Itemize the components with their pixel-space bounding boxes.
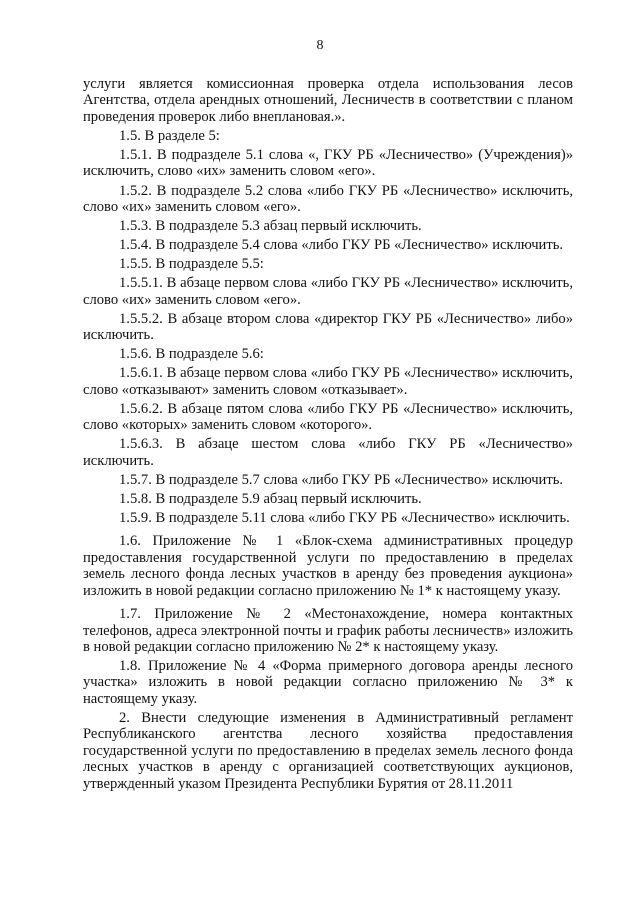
page-number: 8: [316, 38, 324, 53]
paragraph-2: 2. Внести следующие изменения в Административный регламент Республиканского агентства лесного хозяйства предоставления государственной услуги по предоставлению в пределах земель лесного фонда лесных участков в аренду с организацией соответствующих аукционов, утвержденный указом Президента Республики Бурятия от 28.11.2011: [83, 709, 573, 792]
paragraph-1-5-1: 1.5.1. В подразделе 5.1 слова «, ГКУ РБ «Лесничество» (Учреждения)» исключить, слово «их» заменить словом «его».: [83, 147, 573, 180]
paragraph-1-5-6-2: 1.5.6.2. В абзаце пятом слова «либо ГКУ РБ «Лесничество» исключить, слово «которых» заменить словом «которого».: [83, 400, 573, 434]
paragraph-1-5-4: 1.5.4. В подразделе 5.4 слова «либо ГКУ РБ «Лесничество» исключить.: [119, 237, 564, 254]
paragraph-1-7: 1.7. Приложение № 2 «Местонахождение, номера контактных телефонов, адреса электронной почты и график работы лесничеств» изложить в новой редакции согласно приложению № 2* к настоящему указу.: [83, 606, 573, 655]
paragraph-1-6: 1.6. Приложение № 1 «Блок-схема административных процедур предоставления государственной услуги по предоставлению в пределах земель лесного фонда лесных участков в аренду без проведения аукциона» изложить в новой редакции согласно приложению № 1* к настоящему указу.: [83, 533, 573, 599]
paragraph-continuation: услуги является комиссионная проверка отдела использования лесов Агентства, отдела арендных отношений, Лесничеств в соответствии с планом проведения проверок либо внеплановая.».: [83, 76, 573, 125]
paragraph-1-5-6-1: 1.5.6.1. В абзаце первом слова «либо ГКУ РБ «Лесничество» исключить, слово «отказывают» заменить словом «отказывает».: [83, 365, 573, 398]
paragraph-1-5: 1.5. В разделе 5:: [119, 127, 220, 144]
paragraph-1-5-8: 1.5.8. В подразделе 5.9 абзац первый исключить.: [119, 490, 422, 507]
paragraph-1-5-9: 1.5.9. В подразделе 5.11 слова «либо ГКУ РБ «Лесничество» исключить.: [119, 510, 570, 527]
paragraph-1-5-6: 1.5.6. В подразделе 5.6:: [119, 346, 264, 363]
paragraph-1-5-2: 1.5.2. В подразделе 5.2 слова «либо ГКУ РБ «Лесничество» исключить, слово «их» заменить словом «его».: [83, 182, 573, 215]
paragraph-1-5-5-2: 1.5.5.2. В абзаце втором слова «директор ГКУ РБ «Лесничество» либо» исключить.: [83, 310, 573, 344]
document-body: [83, 76, 573, 795]
paragraph-1-5-7: 1.5.7. В подразделе 5.7 слова «либо ГКУ РБ «Лесничество» исключить.: [119, 471, 564, 488]
paragraph-1-5-5-1: 1.5.5.1. В абзаце первом слова «либо ГКУ РБ «Лесничество» исключить, слово «их» заменить словом «его».: [83, 275, 573, 308]
paragraph-1-5-3: 1.5.3. В подразделе 5.3 абзац первый исключить.: [119, 218, 422, 234]
paragraph-1-5-5: 1.5.5. В подразделе 5.5:: [119, 256, 264, 273]
paragraph-1-5-6-3: 1.5.6.3. В абзаце шестом слова «либо ГКУ РБ «Лесничество» исключить.: [83, 436, 573, 469]
paragraph-1-8: 1.8. Приложение № 4 «Форма примерного договора аренды лесного участка» изложить в новой редакции согласно приложению № 3* к настоящему указу.: [83, 658, 573, 707]
